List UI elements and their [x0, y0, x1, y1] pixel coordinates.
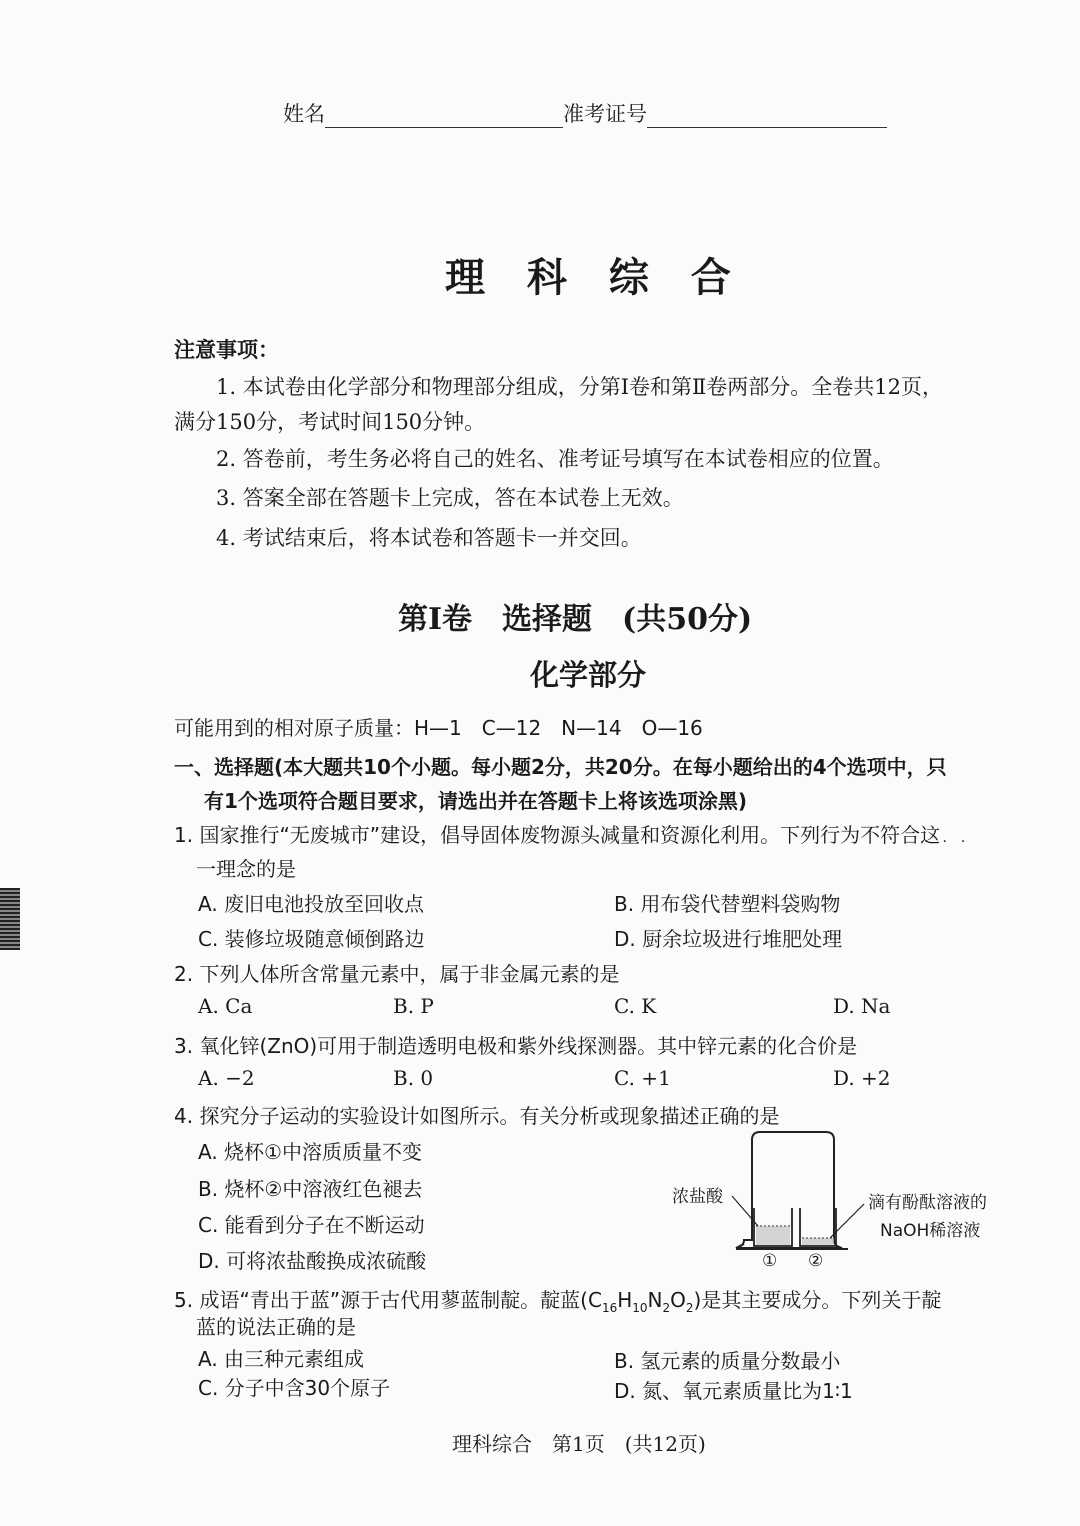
experiment-figure — [650, 1128, 1020, 1278]
page-title: 理 科 综 合 — [445, 254, 745, 301]
option-d: D. 氮、氧元素质量比为1∶1 — [614, 1379, 853, 1403]
option-c: C. +1 — [614, 1066, 671, 1090]
option-c: C. 分子中含30个原子 — [198, 1376, 391, 1400]
stem-post: )是其主要成分。下列关于靛 — [693, 1288, 942, 1312]
notice-item: 3. 答案全部在答题卡上完成，答在本试卷上无效。 — [216, 486, 684, 510]
question-4-stem: 4. 探究分子运动的实验设计如图所示。有关分析或现象描述正确的是 — [174, 1104, 780, 1128]
option-b: B. P — [393, 994, 434, 1018]
question-3-stem: 3. 氧化锌(ZnO)可用于制造透明电极和紫外线探测器。其中锌元素的化合价是 — [174, 1034, 858, 1058]
label-conc-hcl: 浓盐酸 — [672, 1187, 723, 1207]
notice-item: 满分150分，考试时间150分钟。 — [174, 410, 486, 434]
notice-item: 2. 答卷前，考生务必将自己的姓名、准考证号填写在本试卷相应的位置。 — [216, 447, 894, 471]
option-b: B. 氢元素的质量分数最小 — [614, 1349, 841, 1373]
beaker-2-label: ② — [808, 1251, 824, 1271]
option-a: A. Ca — [198, 994, 253, 1018]
subscript: 10 — [632, 1301, 648, 1315]
exam-id-underline — [647, 105, 887, 128]
atomic-masses: 可能用到的相对原子质量：H—1 C—12 N—14 O—16 — [174, 716, 703, 740]
notice-heading: 注意事项： — [174, 337, 279, 362]
question-5-stem-cont: 蓝的说法正确的是 — [196, 1315, 356, 1339]
question-1-stem-cont: 一理念的是 — [196, 857, 296, 881]
subscript: 2 — [662, 1301, 671, 1315]
question-2-stem: 2. 下列人体所含常量元素中，属于非金属元素的是 — [174, 962, 620, 986]
option-a: A. 由三种元素组成 — [198, 1347, 365, 1371]
notice-item: 1. 本试卷由化学部分和物理部分组成，分第Ⅰ卷和第Ⅱ卷两部分。全卷共12页， — [216, 375, 943, 399]
name-label: 姓名 — [283, 102, 325, 126]
option-b: B. 0 — [393, 1066, 434, 1090]
beaker-1-label: ① — [762, 1251, 778, 1271]
notice-item: 4. 考试结束后，将本试卷和答题卡一并交回。 — [216, 526, 642, 550]
section-subtitle: 化学部分 — [530, 658, 647, 692]
question-1-stem: 1. 国家推行“无废城市”建设，倡导固体废物源头减量和资源化利用。下列行为不符合这 — [174, 823, 941, 847]
instruction-line: 一、选择题(本大题共10个小题。每小题2分，共20分。在每小题给出的4个选项中，只 — [174, 755, 947, 779]
option-d: D. 可将浓盐酸换成浓硫酸 — [198, 1249, 427, 1273]
exam-id-label: 准考证号 — [563, 102, 647, 126]
page-footer: 理科综合 第1页 (共12页) — [452, 1432, 706, 1456]
option-c: C. 能看到分子在不断运动 — [198, 1213, 425, 1237]
subscript: 16 — [601, 1301, 618, 1315]
element-symbol: O — [670, 1288, 686, 1312]
label-phenolphthalein: 滴有酚酞溶液的 — [868, 1193, 987, 1213]
beaker-2-liquid — [802, 1238, 834, 1245]
option-d: D. +2 — [833, 1066, 891, 1090]
element-symbol: H — [617, 1288, 633, 1312]
option-b: B. 用布袋代替塑料袋购物 — [614, 892, 841, 916]
option-c: C. 装修垃圾随意倾倒路边 — [198, 927, 425, 951]
label-naoh: NaOH稀溶液 — [880, 1221, 981, 1241]
subscript: 2 — [685, 1301, 694, 1315]
option-d: D. Na — [833, 994, 891, 1018]
option-a: A. 烧杯①中溶质质量不变 — [198, 1140, 422, 1164]
instruction-line: 有1个选项符合题目要求，请选出并在答题卡上将该选项涂黑) — [204, 789, 748, 813]
option-a: A. −2 — [198, 1066, 255, 1090]
name-underline — [325, 105, 563, 128]
scan-mark — [0, 888, 20, 950]
beaker-1-liquid — [756, 1226, 790, 1245]
section-title: 第Ⅰ卷 选择题 (共50分) — [398, 602, 753, 637]
option-a: A. 废旧电池投放至回收点 — [198, 892, 425, 916]
name-field — [283, 98, 887, 128]
option-d: D. 厨余垃圾进行堆肥处理 — [614, 927, 843, 951]
element-symbol: N — [647, 1288, 663, 1312]
pointer-right — [830, 1204, 864, 1238]
option-b: B. 烧杯②中溶液红色褪去 — [198, 1177, 423, 1201]
stem-pre: 5. 成语“青出于蓝”源于古代用蓼蓝制靛。靛蓝(C — [174, 1288, 602, 1312]
emphasis-dots: ··· — [924, 834, 980, 850]
option-c: C. K — [614, 994, 657, 1018]
